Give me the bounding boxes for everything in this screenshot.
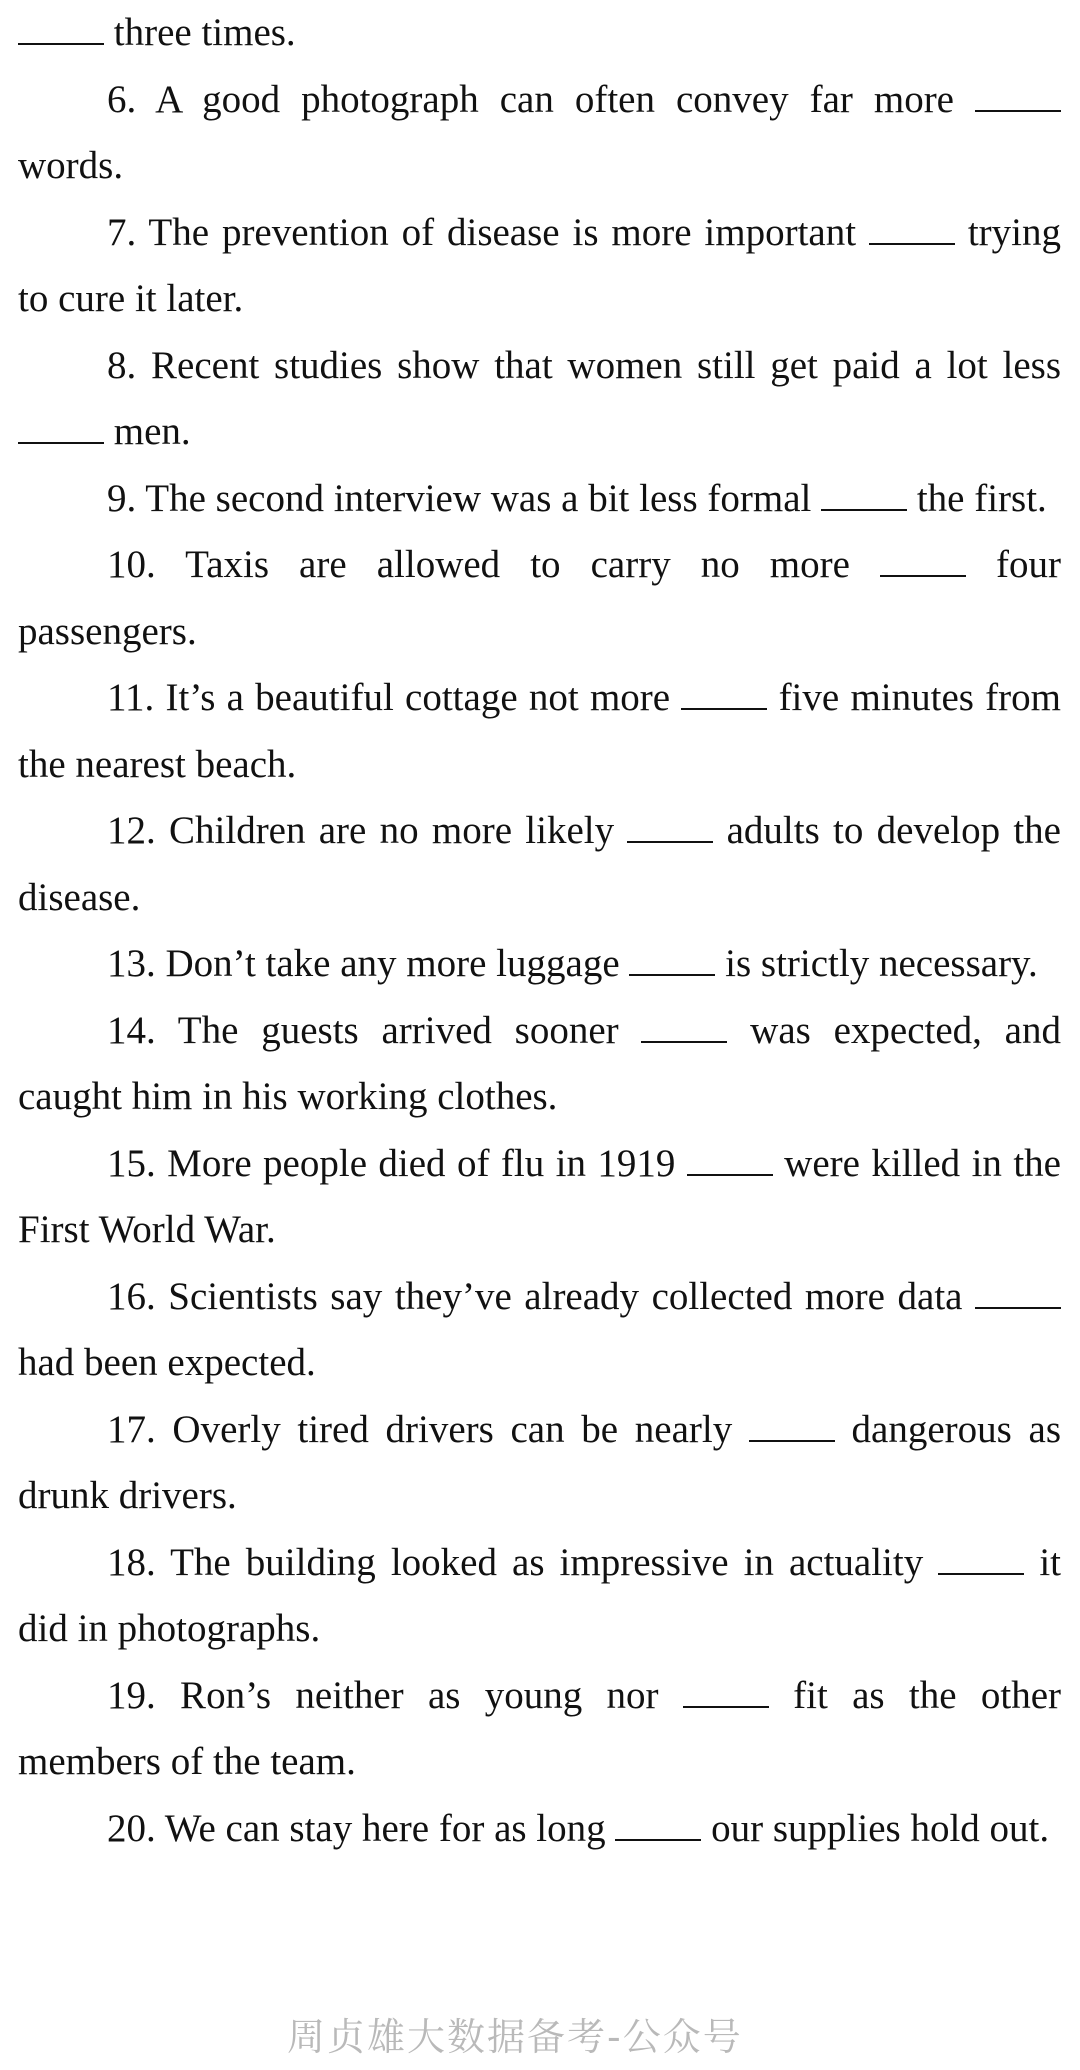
answer-blank [880, 547, 966, 577]
answer-blank [749, 1412, 835, 1442]
answer-blank [687, 1146, 773, 1176]
answer-blank [681, 680, 767, 710]
sentence-18: 18. The building looked as impressive in actuality it did in photographs. [18, 1540, 1061, 1650]
sentence-5-fragment: three times. [18, 0, 1061, 67]
answer-blank [615, 1811, 701, 1841]
answer-blank [18, 15, 104, 45]
sentence-9: 9. The second interview was a bit less formal the first. [107, 476, 1047, 520]
answer-blank [629, 946, 715, 976]
answer-blank [869, 215, 955, 245]
sentence-14: 14. The guests arrived sooner was expected, and caught him in his working clothes. [18, 1008, 1061, 1118]
answer-blank [975, 1279, 1061, 1309]
sentence-19: 19. Ron’s neither as young nor fit as the other members of the team. [18, 1673, 1061, 1783]
watermark-text: 周贞雄大数据备考-公众号 [287, 2015, 743, 2059]
sentence-16: 16. Scientists say they’ve already collected more data had been expected. [18, 1264, 1061, 1397]
sentence-10: 10. Taxis are allowed to carry no more four passengers. [18, 543, 1061, 653]
answer-blank [821, 481, 907, 511]
answer-blank [683, 1678, 769, 1708]
sentence-7: 7. The prevention of disease is more important trying to cure it later. [18, 210, 1061, 320]
sentence-20: 20. We can stay here for as long our supplies hold out. [107, 1806, 1050, 1850]
sentence-15: 15. More people died of flu in 1919 were killed in the First World War. [18, 1141, 1061, 1251]
answer-blank [975, 82, 1061, 112]
sentence-8: 8. Recent studies show that women still get paid a lot less men. [18, 333, 1061, 466]
sentence-6: 6. A good photograph can often convey far more words. [18, 67, 1061, 200]
answer-blank [18, 414, 104, 444]
sentence-17: 17. Overly tired drivers can be nearly dangerous as drunk drivers. [18, 1407, 1062, 1517]
sentence-11: 11. It’s a beautiful cottage not more five minutes from the nearest beach. [18, 676, 1061, 786]
answer-blank [938, 1545, 1024, 1575]
answer-blank [641, 1013, 727, 1043]
sentence-13: 13. Don’t take any more luggage is strictly necessary. [107, 942, 1038, 985]
exercise-page [18, 0, 1061, 1862]
answer-blank [627, 813, 713, 843]
sentence-12: 12. Children are no more likely adults to develop the disease. [18, 809, 1061, 919]
